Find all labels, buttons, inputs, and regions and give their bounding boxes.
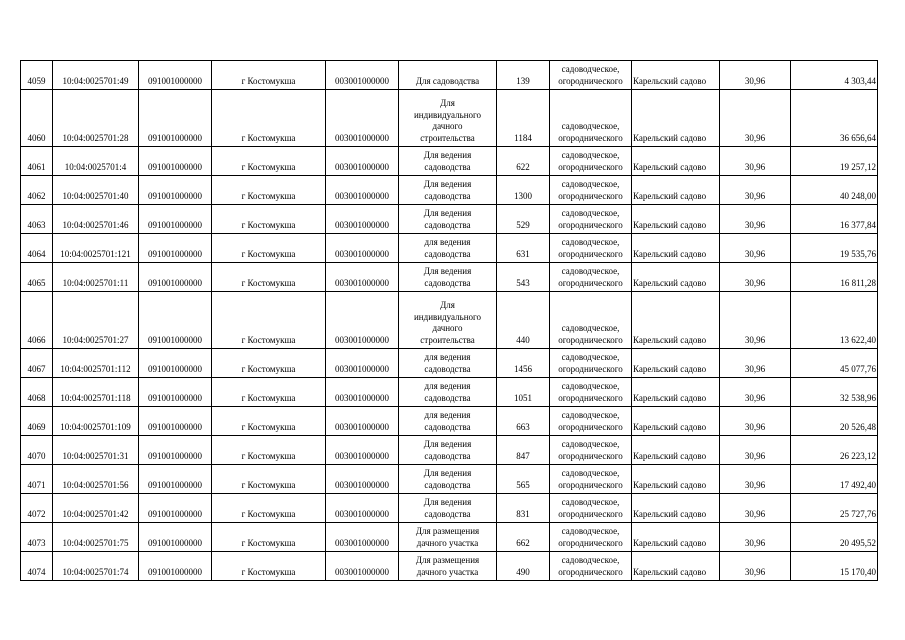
permitted-use-cell — [399, 61, 497, 90]
land-category-line: садоводческое, — [561, 439, 620, 449]
land-category-cell — [550, 234, 632, 263]
table-row — [21, 349, 878, 378]
permitted-use-cell — [399, 176, 497, 205]
table-row — [21, 378, 878, 407]
land-category-line: садоводческое, — [561, 237, 620, 247]
oktmo-code-cell: 091001000000 — [139, 292, 212, 349]
land-category-line: огороднического — [558, 392, 623, 403]
district-code-cell: 003001000000 — [326, 205, 399, 234]
cadastral-number-cell: 10:04:0025701:11 — [53, 263, 139, 292]
permitted-use-line: садоводства — [424, 248, 471, 259]
permitted-use-line: Для — [440, 300, 455, 310]
cadastral-value-cell: 17 492,40 — [791, 465, 878, 494]
area-cell: 565 — [497, 465, 550, 494]
land-category-line: садоводческое, — [561, 150, 620, 160]
permitted-use-cell — [399, 263, 497, 292]
land-category-line: огороднического — [558, 479, 623, 490]
land-category-cell — [550, 61, 632, 90]
permitted-use-line: Для — [440, 98, 455, 108]
oktmo-code-cell: 091001000000 — [139, 349, 212, 378]
locality-cell: г Костомукша — [212, 90, 326, 147]
cadastral-value-cell: 16 377,84 — [791, 205, 878, 234]
rate-cell: 30,96 — [720, 263, 791, 292]
land-category-cell — [550, 147, 632, 176]
rate-cell: 30,96 — [720, 494, 791, 523]
organization-cell: Карельский садово — [632, 61, 720, 90]
locality-cell: г Костомукша — [212, 234, 326, 263]
area-cell: 831 — [497, 494, 550, 523]
area-cell: 1051 — [497, 378, 550, 407]
row-number-cell: 4062 — [21, 176, 53, 205]
permitted-use-cell — [399, 90, 497, 147]
table-row — [21, 263, 878, 292]
organization-cell: Карельский садово — [632, 494, 720, 523]
locality-cell: г Костомукша — [212, 349, 326, 378]
permitted-use-line: дачного участка — [416, 566, 479, 577]
row-number-cell: 4060 — [21, 90, 53, 147]
land-category-line: огороднического — [558, 566, 623, 577]
land-category-line: огороднического — [558, 190, 623, 201]
table-row — [21, 465, 878, 494]
table-row — [21, 176, 878, 205]
permitted-use-line: Для ведения — [423, 150, 472, 160]
permitted-use-line: садоводства — [424, 190, 471, 201]
area-cell: 490 — [497, 552, 550, 581]
permitted-use-line: садоводства — [424, 450, 471, 461]
row-number-cell: 4074 — [21, 552, 53, 581]
rate-cell: 30,96 — [720, 349, 791, 378]
area-cell: 529 — [497, 205, 550, 234]
oktmo-code-cell: 091001000000 — [139, 176, 212, 205]
permitted-use-line: индивидуального — [413, 311, 481, 322]
permitted-use-cell — [399, 349, 497, 378]
land-category-line: садоводческое, — [561, 64, 620, 74]
land-category-line: садоводческое, — [561, 555, 620, 565]
land-category-line: огороднического — [558, 508, 623, 519]
land-category-line: садоводческое, — [561, 497, 620, 507]
land-category-line: садоводческое, — [561, 381, 620, 391]
organization-cell: Карельский садово — [632, 378, 720, 407]
oktmo-code-cell: 091001000000 — [139, 263, 212, 292]
land-category-cell — [550, 263, 632, 292]
area-cell: 662 — [497, 523, 550, 552]
permitted-use-cell — [399, 436, 497, 465]
rate-cell: 30,96 — [720, 90, 791, 147]
land-category-line: огороднического — [558, 277, 623, 288]
land-category-line: огороднического — [558, 161, 623, 172]
permitted-use-cell — [399, 407, 497, 436]
cadastral-number-cell: 10:04:0025701:56 — [53, 465, 139, 494]
permitted-use-line: для ведения — [424, 237, 471, 247]
row-number-cell: 4070 — [21, 436, 53, 465]
locality-cell: г Костомукша — [212, 523, 326, 552]
land-category-line: садоводческое, — [561, 208, 620, 218]
rate-cell: 30,96 — [720, 523, 791, 552]
district-code-cell: 003001000000 — [326, 234, 399, 263]
oktmo-code-cell: 091001000000 — [139, 436, 212, 465]
oktmo-code-cell: 091001000000 — [139, 147, 212, 176]
cadastral-value-cell: 13 622,40 — [791, 292, 878, 349]
land-category-line: огороднического — [558, 334, 623, 345]
locality-cell: г Костомукша — [212, 494, 326, 523]
row-number-cell: 4065 — [21, 263, 53, 292]
district-code-cell: 003001000000 — [326, 494, 399, 523]
cadastral-number-cell: 10:04:0025701:31 — [53, 436, 139, 465]
land-category-line: садоводческое, — [561, 121, 620, 131]
land-category-cell — [550, 523, 632, 552]
row-number-cell: 4063 — [21, 205, 53, 234]
row-number-cell: 4073 — [21, 523, 53, 552]
land-category-line: садоводческое, — [561, 410, 620, 420]
table-row — [21, 436, 878, 465]
cadastral-value-cell: 26 223,12 — [791, 436, 878, 465]
row-number-cell: 4059 — [21, 61, 53, 90]
district-code-cell: 003001000000 — [326, 465, 399, 494]
registry-body — [21, 61, 878, 581]
locality-cell: г Костомукша — [212, 378, 326, 407]
permitted-use-line: Для ведения — [423, 208, 472, 218]
area-cell: 622 — [497, 147, 550, 176]
permitted-use-line: садоводства — [424, 277, 471, 288]
oktmo-code-cell: 091001000000 — [139, 523, 212, 552]
registry-table — [20, 60, 878, 581]
rate-cell: 30,96 — [720, 292, 791, 349]
district-code-cell: 003001000000 — [326, 523, 399, 552]
organization-cell: Карельский садово — [632, 263, 720, 292]
locality-cell: г Костомукша — [212, 263, 326, 292]
row-number-cell: 4069 — [21, 407, 53, 436]
cadastral-number-cell: 10:04:0025701:121 — [53, 234, 139, 263]
cadastral-value-cell: 16 811,28 — [791, 263, 878, 292]
permitted-use-cell — [399, 465, 497, 494]
permitted-use-line: Для ведения — [423, 497, 472, 507]
permitted-use-line: садоводства — [424, 421, 471, 432]
land-category-cell — [550, 90, 632, 147]
row-number-cell: 4068 — [21, 378, 53, 407]
table-row — [21, 147, 878, 176]
land-category-cell — [550, 292, 632, 349]
table-row — [21, 407, 878, 436]
area-cell: 1300 — [497, 176, 550, 205]
cadastral-number-cell: 10:04:0025701:112 — [53, 349, 139, 378]
district-code-cell: 003001000000 — [326, 436, 399, 465]
permitted-use-line: дачного участка — [416, 537, 479, 548]
oktmo-code-cell: 091001000000 — [139, 234, 212, 263]
land-category-cell — [550, 465, 632, 494]
area-cell: 663 — [497, 407, 550, 436]
cadastral-value-cell: 20 495,52 — [791, 523, 878, 552]
organization-cell: Карельский садово — [632, 147, 720, 176]
organization-cell: Карельский садово — [632, 176, 720, 205]
rate-cell: 30,96 — [720, 552, 791, 581]
district-code-cell: 003001000000 — [326, 263, 399, 292]
land-category-cell — [550, 494, 632, 523]
permitted-use-cell — [399, 147, 497, 176]
land-category-line: садоводческое, — [561, 352, 620, 362]
oktmo-code-cell: 091001000000 — [139, 90, 212, 147]
rate-cell: 30,96 — [720, 378, 791, 407]
permitted-use-line: садоводства — [424, 363, 471, 374]
permitted-use-line: Для ведения — [423, 179, 472, 189]
area-cell: 631 — [497, 234, 550, 263]
district-code-cell: 003001000000 — [326, 407, 399, 436]
district-code-cell: 003001000000 — [326, 147, 399, 176]
cadastral-value-cell: 32 538,96 — [791, 378, 878, 407]
area-cell: 847 — [497, 436, 550, 465]
cadastral-number-cell: 10:04:0025701:75 — [53, 523, 139, 552]
land-category-cell — [550, 407, 632, 436]
permitted-use-line: дачного — [432, 323, 463, 333]
row-number-cell: 4072 — [21, 494, 53, 523]
organization-cell: Карельский садово — [632, 436, 720, 465]
district-code-cell: 003001000000 — [326, 378, 399, 407]
oktmo-code-cell: 091001000000 — [139, 494, 212, 523]
organization-cell: Карельский садово — [632, 234, 720, 263]
table-row — [21, 494, 878, 523]
table-row — [21, 552, 878, 581]
oktmo-code-cell: 091001000000 — [139, 378, 212, 407]
cadastral-number-cell: 10:04:0025701:74 — [53, 552, 139, 581]
land-category-cell — [550, 176, 632, 205]
organization-cell: Карельский садово — [632, 90, 720, 147]
permitted-use-line: Для размещения — [415, 526, 480, 536]
land-category-line: садоводческое, — [561, 526, 620, 536]
land-category-line: огороднического — [558, 363, 623, 374]
organization-cell: Карельский садово — [632, 292, 720, 349]
permitted-use-cell — [399, 205, 497, 234]
area-cell: 1184 — [497, 90, 550, 147]
area-cell: 1456 — [497, 349, 550, 378]
organization-cell: Карельский садово — [632, 552, 720, 581]
area-cell: 543 — [497, 263, 550, 292]
land-category-cell — [550, 436, 632, 465]
table-row — [21, 205, 878, 234]
permitted-use-line: индивидуального — [413, 109, 481, 120]
cadastral-number-cell: 10:04:0025701:46 — [53, 205, 139, 234]
cadastral-number-cell: 10:04:0025701:4 — [53, 147, 139, 176]
organization-cell: Карельский садово — [632, 349, 720, 378]
rate-cell: 30,96 — [720, 176, 791, 205]
permitted-use-cell — [399, 523, 497, 552]
cadastral-number-cell: 10:04:0025701:40 — [53, 176, 139, 205]
cadastral-value-cell: 19 257,12 — [791, 147, 878, 176]
cadastral-number-cell: 10:04:0025701:49 — [53, 61, 139, 90]
permitted-use-line: для ведения — [424, 352, 471, 362]
locality-cell: г Костомукша — [212, 552, 326, 581]
land-category-cell — [550, 552, 632, 581]
permitted-use-line: садоводства — [424, 161, 471, 172]
land-category-line: огороднического — [558, 75, 623, 86]
permitted-use-line: садоводства — [424, 392, 471, 403]
cadastral-value-cell: 25 727,76 — [791, 494, 878, 523]
cadastral-value-cell: 15 170,40 — [791, 552, 878, 581]
land-category-cell — [550, 349, 632, 378]
permitted-use-line: Для ведения — [423, 439, 472, 449]
rate-cell: 30,96 — [720, 147, 791, 176]
permitted-use-line: Для ведения — [423, 468, 472, 478]
cadastral-number-cell: 10:04:0025701:118 — [53, 378, 139, 407]
locality-cell: г Костомукша — [212, 205, 326, 234]
permitted-use-cell — [399, 234, 497, 263]
land-category-line: садоводческое, — [561, 179, 620, 189]
district-code-cell: 003001000000 — [326, 90, 399, 147]
land-category-cell — [550, 205, 632, 234]
row-number-cell: 4064 — [21, 234, 53, 263]
district-code-cell: 003001000000 — [326, 552, 399, 581]
row-number-cell: 4061 — [21, 147, 53, 176]
area-cell: 139 — [497, 61, 550, 90]
table-row — [21, 292, 878, 349]
table-row — [21, 90, 878, 147]
oktmo-code-cell: 091001000000 — [139, 407, 212, 436]
table-row — [21, 61, 878, 90]
organization-cell: Карельский садово — [632, 523, 720, 552]
cadastral-number-cell: 10:04:0025701:109 — [53, 407, 139, 436]
locality-cell: г Костомукша — [212, 147, 326, 176]
land-category-line: огороднического — [558, 219, 623, 230]
oktmo-code-cell: 091001000000 — [139, 61, 212, 90]
area-cell: 440 — [497, 292, 550, 349]
cadastral-value-cell: 36 656,64 — [791, 90, 878, 147]
row-number-cell: 4071 — [21, 465, 53, 494]
row-number-cell: 4067 — [21, 349, 53, 378]
district-code-cell: 003001000000 — [326, 176, 399, 205]
table-row — [21, 234, 878, 263]
oktmo-code-cell: 091001000000 — [139, 465, 212, 494]
permitted-use-cell — [399, 378, 497, 407]
cadastral-number-cell: 10:04:0025701:42 — [53, 494, 139, 523]
cadastral-value-cell: 20 526,48 — [791, 407, 878, 436]
row-number-cell: 4066 — [21, 292, 53, 349]
land-category-line: огороднического — [558, 132, 623, 143]
permitted-use-line: для ведения — [424, 381, 471, 391]
land-category-line: огороднического — [558, 537, 623, 548]
land-category-line: огороднического — [558, 248, 623, 259]
cadastral-value-cell: 40 248,00 — [791, 176, 878, 205]
locality-cell: г Костомукша — [212, 465, 326, 494]
locality-cell: г Костомукша — [212, 436, 326, 465]
permitted-use-line: Для ведения — [423, 266, 472, 276]
cadastral-value-cell: 19 535,76 — [791, 234, 878, 263]
land-category-line: огороднического — [558, 450, 623, 461]
table-row — [21, 523, 878, 552]
rate-cell: 30,96 — [720, 61, 791, 90]
locality-cell: г Костомукша — [212, 407, 326, 436]
rate-cell: 30,96 — [720, 465, 791, 494]
organization-cell: Карельский садово — [632, 465, 720, 494]
land-category-cell — [550, 378, 632, 407]
permitted-use-cell — [399, 292, 497, 349]
district-code-cell: 003001000000 — [326, 349, 399, 378]
permitted-use-line: садоводства — [424, 219, 471, 230]
permitted-use-line: Для размещения — [415, 555, 480, 565]
permitted-use-line: дачного — [432, 121, 463, 131]
organization-cell: Карельский садово — [632, 407, 720, 436]
oktmo-code-cell: 091001000000 — [139, 552, 212, 581]
district-code-cell: 003001000000 — [326, 292, 399, 349]
cadastral-value-cell: 45 077,76 — [791, 349, 878, 378]
land-category-line: садоводческое, — [561, 468, 620, 478]
permitted-use-line: Для садоводства — [415, 75, 480, 86]
oktmo-code-cell: 091001000000 — [139, 205, 212, 234]
cadastral-number-cell: 10:04:0025701:28 — [53, 90, 139, 147]
rate-cell: 30,96 — [720, 234, 791, 263]
permitted-use-line: строительства — [420, 132, 475, 143]
permitted-use-line: для ведения — [424, 410, 471, 420]
locality-cell: г Костомукша — [212, 292, 326, 349]
permitted-use-line: садоводства — [424, 508, 471, 519]
permitted-use-line: строительства — [420, 334, 475, 345]
rate-cell: 30,96 — [720, 407, 791, 436]
permitted-use-cell — [399, 552, 497, 581]
permitted-use-line: садоводства — [424, 479, 471, 490]
rate-cell: 30,96 — [720, 205, 791, 234]
permitted-use-cell — [399, 494, 497, 523]
rate-cell: 30,96 — [720, 436, 791, 465]
district-code-cell: 003001000000 — [326, 61, 399, 90]
land-category-line: огороднического — [558, 421, 623, 432]
cadastral-number-cell: 10:04:0025701:27 — [53, 292, 139, 349]
land-category-line: садоводческое, — [561, 266, 620, 276]
locality-cell: г Костомукша — [212, 176, 326, 205]
land-category-line: садоводческое, — [561, 323, 620, 333]
cadastral-value-cell: 4 303,44 — [791, 61, 878, 90]
organization-cell: Карельский садово — [632, 205, 720, 234]
locality-cell: г Костомукша — [212, 61, 326, 90]
